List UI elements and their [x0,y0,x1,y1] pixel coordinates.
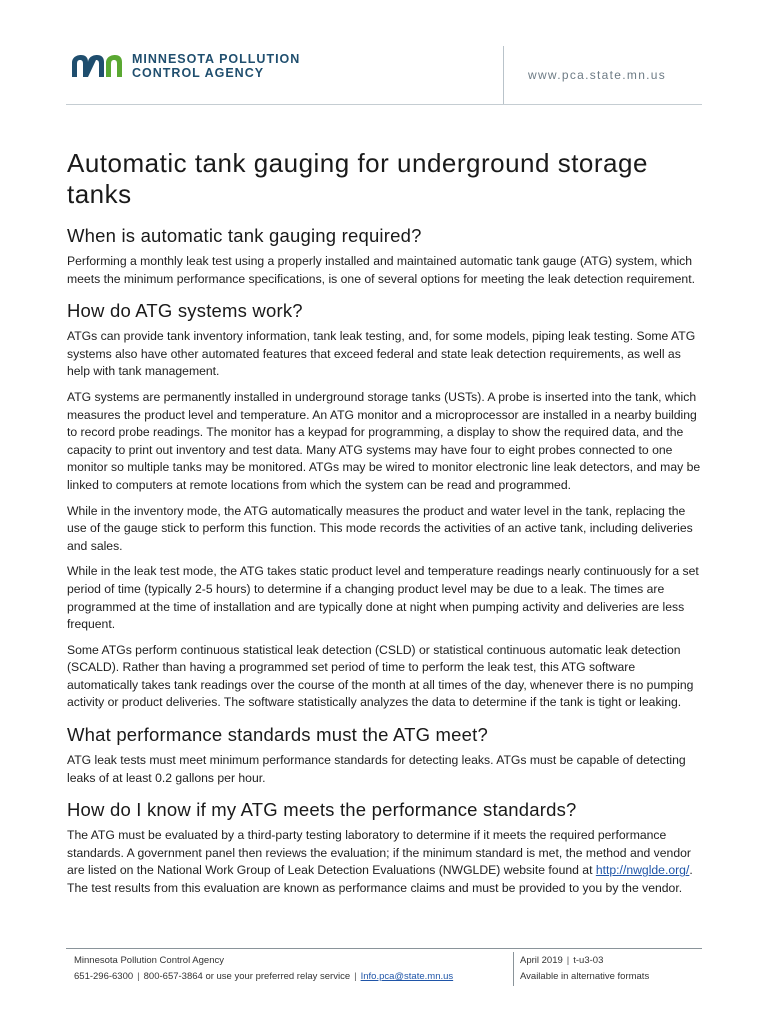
website-link[interactable]: www.pca.state.mn.us [528,68,667,82]
separator: | [354,971,357,982]
footer-rule [66,948,702,949]
agency-name-line2: CONTROL AGENCY [132,66,265,80]
page-title: Automatic tank gauging for underground storage tanks [67,148,648,209]
paragraph-text: . The test results from this evaluation are known as performance claims and must be provided to you by the vendor. [67,863,693,896]
footer-agency: Minnesota Pollution Control Agency [74,955,224,966]
agency-logo[interactable] [70,52,300,80]
section-when-required [67,225,703,288]
page-header [0,0,768,110]
agency-name [132,52,300,80]
paragraph: While in the leak test mode, the ATG takes static product level and temperature readings nearly continuously for a set period of time (typically 2-5 hours) to determine if a changing product level may be due to a leak. The times are programmed at the time of installation and are typically done at night when pumping activity and deliveries are less frequent. [67,564,699,632]
footer-phones [74,969,453,985]
paragraph-text: The ATG must be evaluated by a third-party testing laboratory to determine if it meets the required performance standards. A government panel then reviews the evaluation; if the minimum standard is met, the method and vendor are listed on the National Work Group of Leak Detection Evaluations (NWGLDE) website found at [67,828,691,878]
footer-email-link[interactable]: Info.pca@state.mn.us [360,971,454,982]
section-how-atg-works [67,300,703,712]
separator: | [137,971,140,982]
section-performance-standards [67,724,703,787]
footer-date-code [520,953,649,969]
paragraph [67,827,703,897]
paragraph: Some ATGs perform continuous statistical leak detection (CSLD) or statistical continuous automatic leak detection (SCALD). Rather than having a programmed set period of time to perform the leak test, this ATG software automatically takes tank readings over the course of the month at all times of the day, whenever there is no pumping activity or product deliveries. The software statistically analyzes the data to determine if the tank is tight or leaking. [67,642,694,710]
paragraph: ATGs can provide tank inventory information, tank leak testing, and, for some models, piping leak testing. Some ATG systems also have other automated features that exceed federal and state leak detection requirements, as well as help with tank management. [67,329,696,379]
footer-phone-toll-free: 800-657-3864 or use your preferred relay service [143,971,351,982]
header-divider [503,46,504,104]
agency-name-line1: MINNESOTA POLLUTION [132,52,301,66]
paragraph: Performing a monthly leak test using a properly installed and maintained automatic tank gauge (ATG) system, which meets the minimum performance specifications, is one of several options for meeting the leak detection requirement. [67,254,695,286]
footer-phone-main: 651-296-6300 [74,971,134,982]
section-how-to-know [67,799,703,897]
mn-logo-icon [70,53,124,79]
section-heading: What performance standards must the ATG meet? [67,724,488,746]
footer-divider [513,952,514,986]
section-heading: When is automatic tank gauging required? [67,225,422,246]
footer-doc-code: t-u3-03 [573,955,604,966]
paragraph: ATG leak tests must meet minimum performance standards for detecting leaks. ATGs must be capable of detecting leaks of at least 0.2 gallons per hour. [67,753,686,785]
footer-contact [74,953,453,985]
document-body [67,148,703,910]
header-rule [66,104,702,105]
footer-formats: Available in alternative formats [520,971,650,982]
section-heading: How do I know if my ATG meets the performance standards? [67,799,577,821]
paragraph: ATG systems are permanently installed in underground storage tanks (USTs). A probe is inserted into the tank, which measures the product level and temperature. An ATG monitor and a microprocessor are installed in a nearby building to record probe readings. The monitor has a keypad for programming, a display to show the required data, and the capacity to print out inventory and test data. Many ATG systems may have four to eight probes connected to one monitor so multiple tanks may be monitored. ATGs may be wired to monitor electronic line leak detectors, and may be linked to computers at remote locations from which the system can be read and programmed. [67,389,701,492]
section-heading: How do ATG systems work? [67,300,303,322]
footer-date: April 2019 [520,955,563,966]
separator: | [566,955,570,966]
paragraph: While in the inventory mode, the ATG automatically measures the product and water level in the tank, replacing the use of the gauge stick to perform this function. This mode records the activities of an active tank, including deliveries and sales. [67,503,693,553]
footer-document-info [520,953,649,985]
nwglde-link[interactable]: http://nwglde.org/ [595,863,690,878]
